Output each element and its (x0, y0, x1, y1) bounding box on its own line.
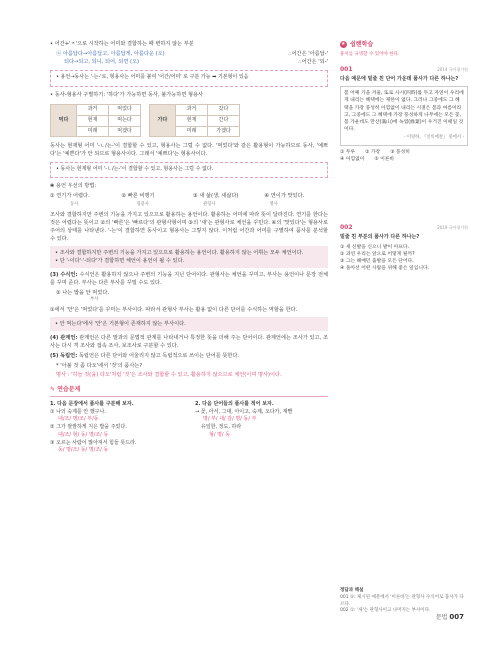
section-title: (4) 관계언: (50, 335, 78, 342)
question-text: 밑줄 친 부분의 품사가 다른 하나는? (340, 234, 420, 241)
stem-example-text: 되다→되고, 되니, 되어, 되면 (오) (64, 59, 140, 66)
question-passage (340, 86, 468, 146)
footer-label: 문법 (435, 614, 448, 621)
modifier-example-tag: 부사 (90, 297, 99, 303)
stem-example-result: ∴어간은 '아름답-' (288, 51, 328, 58)
answer-line: 대/조/ 형/ 동/ 명/조/ 동 (58, 431, 109, 438)
examples-row (50, 192, 328, 200)
bullet-stem: • 어간+'ㅈ'으로 시작하는 어미와 결합하는 때 변하지 않는 부분 (50, 41, 194, 47)
highlight-line: • 조사와 결합하지만 주변의 기능을 가지고 있으므로 활용하는 용언이다. 활용하지 않는 어휘는 모두 체언이다. (55, 250, 304, 257)
conjugation-table-left (50, 104, 141, 137)
page-footer (436, 612, 464, 621)
option: ④ 아낌없이 (340, 157, 365, 162)
option: ② 가장 (365, 149, 381, 155)
question-number (340, 65, 468, 74)
question-text: 다음 예문에 밑줄 친 단어 가운데 품사가 다른 하나는? (340, 75, 459, 82)
note-line: • 용언→동사는 '-는-'로, 형용사는 어미를 붙여 '어간/어미' 로 구분 가능 ➡ 기본형이 있음 (56, 74, 249, 81)
option: ④ 돌아선 어떤 사람을 위해 좋은 일입니다. (340, 266, 430, 272)
answer-line: 명/ 부/ 대/ 감/ 명/ 동/ 부 (203, 416, 257, 423)
stem-example-2 (50, 58, 328, 66)
answer-key (340, 588, 468, 615)
option: ② 과연 우리는 앞으로 어떻게 될까? (340, 251, 415, 257)
table-cell: 먹는다 (109, 115, 141, 126)
note-box-2 (50, 162, 328, 178)
main-column (50, 40, 328, 455)
option: ① 두루 (340, 149, 356, 155)
table-cell: 현재 (77, 115, 109, 126)
conjugation-tables (50, 101, 328, 140)
example-item: ③ 새 삶(생, 새삶다) (193, 193, 239, 200)
conjugation-table-right (149, 104, 240, 137)
section-text: 독립언은 다른 단어와 어울리지 않고 독립적으로 쓰이는 단어를 뜻한다. (78, 353, 240, 360)
question-line: ① 나의 숙제를 안 했구나. (50, 408, 106, 415)
example-item: ② 빠른 비행기 (121, 193, 155, 200)
example-tag: 관형사 (203, 202, 216, 208)
paragraph: ①에서 '안'은 '먹었다'를 꾸미는 부사이다. 따라서 관형사 부사는 활용 없이 다른 단어를 수식하는 역할을 한다. (50, 307, 298, 314)
question-line: 유일한, 정도, 하라 (201, 424, 242, 431)
practice-title: 연습문제 (57, 385, 81, 393)
star-icon (340, 41, 347, 48)
table-head: 가다 (150, 105, 176, 137)
answer-key-title: 정답과 해설 (340, 588, 364, 593)
table-cell: 과거 (77, 105, 109, 116)
question-meta: 2019 국어평가원 (437, 225, 468, 231)
table-cell: 미래 (77, 126, 109, 137)
question-title: 1. 다음 문장에서 품사를 구분해 보자. (50, 400, 134, 407)
options-row (340, 156, 468, 163)
practice-header (50, 385, 328, 397)
passage-source: - 이양하, 『신록예찬』 중에서 - (403, 135, 464, 141)
table-cell: 먹겠다 (109, 126, 141, 137)
question-title: 2. 다음 단어들의 품사를 적어 보자. (195, 400, 274, 407)
table-head: 먹다 (51, 105, 77, 137)
question-line: → 꽃, 아서, 그대, 아이고, 숙제, 오다가, 재빨 (195, 408, 293, 415)
example-item: ④ 연이가 맛있다. (264, 193, 305, 200)
sidebar (340, 40, 468, 272)
sidebar-header (340, 40, 468, 49)
answer-key-line: 002 ①: '새'는 관형사이고 나머지는 부사이다. (340, 608, 431, 614)
table-cell: 갔다 (208, 105, 240, 116)
practice-body (50, 401, 328, 455)
sidebar-title: 쉽핸학습 (350, 41, 374, 48)
table-cell: 가겠다 (208, 126, 240, 137)
answer-line: 대/조/ 명/조/ 부/동 (58, 416, 99, 423)
answer-key-line: 001 ⑤: 제시된 예문에서 '이른바'는 관형사 수식어로 품사가 다르다. (340, 594, 464, 607)
question-id: 001 (340, 65, 353, 73)
example-item: ① 연기가 어렵다. (50, 193, 90, 200)
independent-question: * '아불 것 좀 다오'에서 '것'의 품사는? (56, 363, 143, 370)
answer-line: 형/ 명/ 동 (209, 431, 231, 438)
examples-tags (50, 202, 328, 209)
table-cell: 미래 (176, 126, 208, 137)
highlight-box-2 (50, 317, 328, 331)
independent-answer: 명사 : '하늘 것(을) 다오'처럼 '것'은 조사와 결합할 수 있고, 활용하지 않으므로 체언(이며 명사)이다. (56, 371, 282, 378)
stem-example-1 (50, 50, 328, 58)
example-tag: 형용사 (136, 202, 149, 208)
section-independent (50, 352, 328, 360)
question-id: 002 (340, 224, 353, 232)
table-cell: 과거 (176, 105, 208, 116)
note-box-1 (50, 70, 328, 87)
section-title: (3) 수식언: (50, 272, 78, 279)
table-cell: 먹었다 (109, 105, 141, 116)
section-title: (5) 독립언: (50, 353, 78, 360)
stem-example-result: ∴어간은 '되-' (298, 59, 328, 66)
section-relational (50, 334, 328, 350)
highlight-line: • 안 먹는다'에서 '안'은 기본형이 존재하지 않는 부사이다. (55, 321, 186, 328)
question-line: ③ 오르는 사람이 많아져서 힘들 뜻드라. (50, 439, 137, 446)
option: ⑤ 이른바 (374, 157, 395, 162)
page-number: 007 (449, 613, 464, 621)
question-number (340, 223, 468, 232)
option: ③ 풍성히 (390, 149, 410, 155)
section-text: 수식언은 활용하지 않으나 주변의 기능을 지닌 단어이다. 관형사는 체언을 꾸미고, 부사는 용언이나 문장 전체를 꾸며 준다. 부사는 다른 부사를 꾸밀 수도 있다. (50, 272, 328, 287)
answer-line: 동/ 명/조/ 동/ 명/조/ 동 (58, 447, 109, 454)
option: ③ 그는 헤매던 출발을 모든 단어다. (340, 259, 414, 265)
question-meta: 2014 국어평가원 (437, 66, 468, 72)
passage-text: 봄 어째 가을 겨울, 또로 사시(四時)를 두고 자연이 우리에게 내리는 혜택에는 제한이 없다. 그러나 그중에도 그 혜택을 가장 풍성히 아낌없이 내리는 시절은 봄과 여름이라고, 그중에도 그 혜택에 가장 풍성하게 나무에는 모든 꽃, 봄 가운데도 만산(滿山)에 녹엽(綠葉)이 우거진 이때일 것이다. (344, 91, 464, 133)
section-modifier (50, 271, 328, 287)
option: ① 새 신발을 신으니 발이 아프다. (340, 244, 410, 250)
pencil-icon: ✎ (50, 385, 56, 393)
table-cell: 간다 (208, 115, 240, 126)
example-tag: 명사 (269, 202, 278, 208)
paragraph: 조사와 결합하지만 주변의 기능을 가지고 있으므로 활용하는 용언이다. 활용하는 어미에 따라 뜻이 달라진다. 연기를 한다는 것은 어렵다는 뜻이고 ②의 '빠른'은 '빠르다'의 관형사형이며 ③의 '새'는 관형사로 체언을 꾸민다. ④의 '맛있다'는 형용사로 주어의 상태를 나타낸다. '-는'이 결합하면 동사이고 형용사는 그렇지 않다. 이처럼 어간과 어미를 구별하여 품사를 분석할 수 있다. (50, 211, 328, 243)
options-row (340, 149, 468, 156)
highlight-line: • 단 '-이다'·'-되다'가 결합하면 체언이 용언이 될 수 있다. (55, 258, 185, 265)
practice-q1 (50, 401, 183, 455)
highlight-box-1 (50, 246, 328, 268)
note-line: • 동사는 현재형 어미 '-ㄴ/는-'이 결합할 수 있고, 형용사는 그럴 수 없다. (56, 166, 214, 173)
sidebar-subtitle: 용서를 규명할 수 있어야 한다. (340, 52, 400, 57)
table-cell: 현재 (176, 115, 208, 126)
example-tag: 동사 (70, 202, 79, 208)
section-text: 관계언은 다른 말과의 문법적 관계를 나타내거나 특정한 뜻을 더해 주는 단어이다. 관계언에는 조사가 있고, 조사는 다시 격 조사와 접속 조사, 보조사로 구분할 수 있다. (50, 335, 329, 350)
paragraph: 동사는 현재형 어미 '-ㄴ/는-'이 결합할 수 있고, 형용사는 그럴 수 없다. '먹었다'와 같은 활용형이 가능하므로 동사, '예쁘다'는 '예쁜다'가 안 되므로 형용사이다. 그래서 '예쁘다'는 형용사이다. (50, 143, 328, 158)
examples-title: ❀ 용언 우선의 방법: (50, 183, 97, 190)
stem-example-text: ⓐ 아름답다→아름답고, 아름답게, 아름다운 (오) (56, 51, 165, 58)
bullet-verb-adj: • 동사-형용사 구별하기: '하다'가 가능하면 동사, 불가능하면 형용사 (50, 91, 204, 98)
example-text: ① 나는 밥을 안 먹었다. (56, 290, 109, 297)
practice-q2 (195, 401, 328, 455)
question-line: ② 그가 쌀쌀하게 지은 밥을 주었다. (50, 424, 127, 431)
